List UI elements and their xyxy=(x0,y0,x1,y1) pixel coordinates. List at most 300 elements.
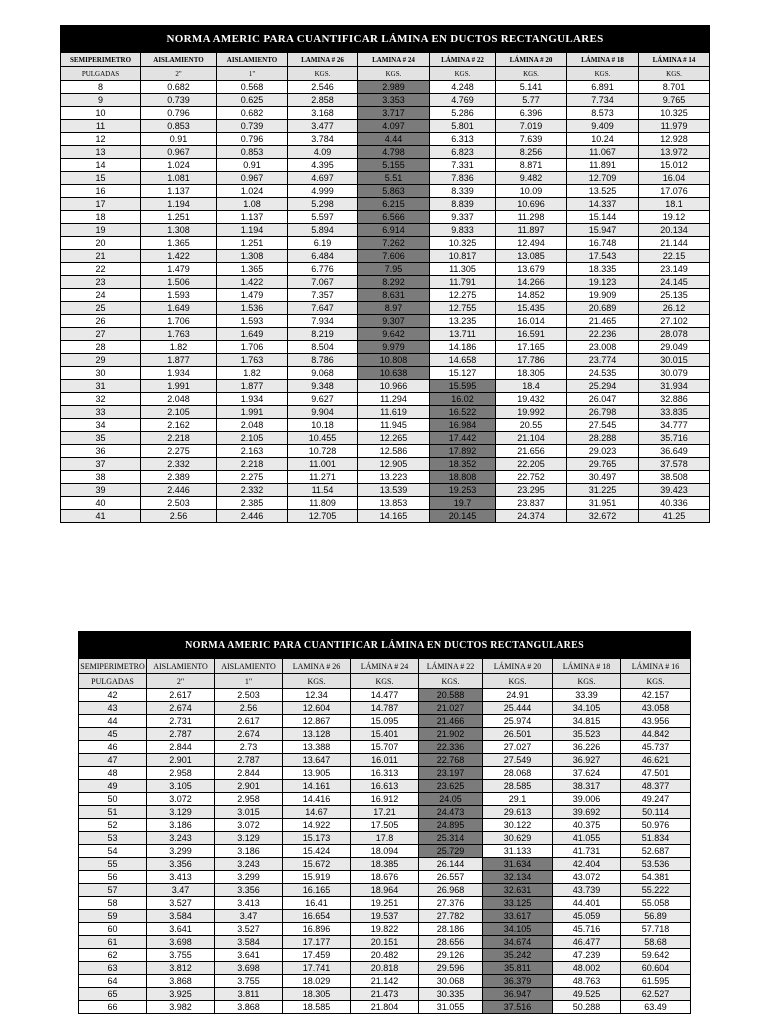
table-cell: 30 xyxy=(61,367,141,380)
table-cell: 16 xyxy=(61,185,141,198)
table-cell: 18.029 xyxy=(283,975,351,988)
table-cell: 10.817 xyxy=(430,250,496,263)
table-cell: 10 xyxy=(61,107,141,120)
table-cell: 32.672 xyxy=(567,510,639,523)
table-cell: 2.385 xyxy=(217,497,288,510)
table-cell: 2.162 xyxy=(141,419,217,432)
table-cell: 1.308 xyxy=(141,224,217,237)
table-cell: 1.365 xyxy=(141,237,217,250)
table-row xyxy=(79,988,691,1001)
table-cell: 32.134 xyxy=(483,871,553,884)
table-cell: 19.12 xyxy=(639,211,710,224)
table-cell: 15 xyxy=(61,172,141,185)
table-cell: 7.357 xyxy=(288,289,358,302)
table-cell: 14.416 xyxy=(283,793,351,806)
table-cell: 10.638 xyxy=(358,367,430,380)
table-cell: 8.292 xyxy=(358,276,430,289)
table-cell: 2.674 xyxy=(147,702,215,715)
table-cell: 31.133 xyxy=(483,845,553,858)
table-cell: 2.73 xyxy=(215,741,283,754)
table-cell: 42.404 xyxy=(553,858,621,871)
table-row xyxy=(79,715,691,728)
table-row xyxy=(79,871,691,884)
column-header: LÁMINA # 24 xyxy=(351,659,419,674)
table-cell: 50.976 xyxy=(621,819,691,832)
table-cell: 43.956 xyxy=(621,715,691,728)
table-cell: 13.711 xyxy=(430,328,496,341)
table-cell: 31.055 xyxy=(419,1001,483,1014)
table-cell: 17.786 xyxy=(496,354,567,367)
table-cell: 21.656 xyxy=(496,445,567,458)
table-cell: 1.479 xyxy=(217,289,288,302)
table-cell: 10.325 xyxy=(430,237,496,250)
table-cell: 0.796 xyxy=(141,107,217,120)
table-cell: 2.446 xyxy=(217,510,288,523)
table-cell: 35.523 xyxy=(553,728,621,741)
units-row xyxy=(61,67,710,81)
table-cell: 1.649 xyxy=(141,302,217,315)
table-cell: 39.692 xyxy=(553,806,621,819)
table-cell: 5.286 xyxy=(430,107,496,120)
table-cell: 7.934 xyxy=(288,315,358,328)
table-cell: 16.613 xyxy=(351,780,419,793)
table-cell: 0.967 xyxy=(141,146,217,159)
table-cell: 11.891 xyxy=(567,159,639,172)
table-cell: 5.894 xyxy=(288,224,358,237)
table-cell: 18.094 xyxy=(351,845,419,858)
table-cell: 6.891 xyxy=(567,81,639,94)
table-cell: 18.335 xyxy=(567,263,639,276)
table-cell: 5.141 xyxy=(496,81,567,94)
column-unit: KGS. xyxy=(430,67,496,81)
table-cell: 3.129 xyxy=(215,832,283,845)
table-cell: 3.982 xyxy=(147,1001,215,1014)
table-cell: 52.687 xyxy=(621,845,691,858)
table-cell: 2.503 xyxy=(215,689,283,702)
table-row xyxy=(61,263,710,276)
table-cell: 1.024 xyxy=(141,159,217,172)
table-cell: 12.705 xyxy=(288,510,358,523)
table-cell: 26.501 xyxy=(483,728,553,741)
table-cell: 3.413 xyxy=(215,897,283,910)
table-cell: 15.435 xyxy=(496,302,567,315)
table-cell: 4.999 xyxy=(288,185,358,198)
table-cell: 49.525 xyxy=(553,988,621,1001)
table-cell: 33 xyxy=(61,406,141,419)
column-header: LÁMINA # 18 xyxy=(553,659,621,674)
table-row xyxy=(61,341,710,354)
table-cell: 8.219 xyxy=(288,328,358,341)
table-row xyxy=(61,367,710,380)
table-cell: 39.423 xyxy=(639,484,710,497)
column-unit: 1" xyxy=(215,674,283,689)
table-cell: 37 xyxy=(61,458,141,471)
table-cell: 59 xyxy=(79,910,147,923)
table-cell: 4.798 xyxy=(358,146,430,159)
table-cell: 8.339 xyxy=(430,185,496,198)
table-cell: 8.97 xyxy=(358,302,430,315)
table-cell: 14.266 xyxy=(496,276,567,289)
table-cell: 0.91 xyxy=(141,133,217,146)
table-cell: 6.215 xyxy=(358,198,430,211)
units-row xyxy=(79,674,691,689)
table-cell: 14.67 xyxy=(283,806,351,819)
table-cell: 31.934 xyxy=(639,380,710,393)
table-cell: 22.768 xyxy=(419,754,483,767)
table-cell: 11.298 xyxy=(496,211,567,224)
table-cell: 28.585 xyxy=(483,780,553,793)
table-cell: 5.51 xyxy=(358,172,430,185)
table-cell: 25.314 xyxy=(419,832,483,845)
table-cell: 14.658 xyxy=(430,354,496,367)
table-cell: 23.774 xyxy=(567,354,639,367)
table-cell: 19.909 xyxy=(567,289,639,302)
table-cell: 7.639 xyxy=(496,133,567,146)
column-header: LAMINA # 24 xyxy=(358,53,430,67)
table-cell: 18 xyxy=(61,211,141,224)
table-row xyxy=(61,120,710,133)
table-cell: 38.508 xyxy=(639,471,710,484)
table-cell: 4.097 xyxy=(358,120,430,133)
table-cell: 13.972 xyxy=(639,146,710,159)
table-cell: 1.479 xyxy=(141,263,217,276)
table-cell: 2.958 xyxy=(215,793,283,806)
table-cell: 50 xyxy=(79,793,147,806)
table-cell: 5.863 xyxy=(358,185,430,198)
table-cell: 35 xyxy=(61,432,141,445)
table-cell: 2.275 xyxy=(141,445,217,458)
table-cell: 12.755 xyxy=(430,302,496,315)
table-cell: 25.444 xyxy=(483,702,553,715)
table-cell: 16.165 xyxy=(283,884,351,897)
table-cell: 1.194 xyxy=(217,224,288,237)
table-cell: 24 xyxy=(61,289,141,302)
table-cell: 31.634 xyxy=(483,858,553,871)
table-row xyxy=(79,962,691,975)
table-row xyxy=(79,975,691,988)
table-cell: 25.729 xyxy=(419,845,483,858)
table-cell: 7.067 xyxy=(288,276,358,289)
table-cell: 63 xyxy=(79,962,147,975)
table-cell: 57 xyxy=(79,884,147,897)
table-cell: 2.332 xyxy=(217,484,288,497)
table-cell: 19.253 xyxy=(430,484,496,497)
table-cell: 1.251 xyxy=(217,237,288,250)
table-cell: 15.672 xyxy=(283,858,351,871)
table-cell: 3.641 xyxy=(215,949,283,962)
table-cell: 20.145 xyxy=(430,510,496,523)
table-cell: 48.002 xyxy=(553,962,621,975)
table-cell: 0.853 xyxy=(217,146,288,159)
table-cell: 34.105 xyxy=(553,702,621,715)
table-cell: 22.752 xyxy=(496,471,567,484)
table-cell: 21 xyxy=(61,250,141,263)
table-cell: 8.573 xyxy=(567,107,639,120)
column-unit: KGS. xyxy=(419,674,483,689)
table-cell: 17.505 xyxy=(351,819,419,832)
table-cell: 13.539 xyxy=(358,484,430,497)
table-cell: 9.307 xyxy=(358,315,430,328)
column-unit: KGS. xyxy=(351,674,419,689)
column-unit: KGS. xyxy=(283,674,351,689)
table-cell: 9.642 xyxy=(358,328,430,341)
table-cell: 47 xyxy=(79,754,147,767)
table-cell: 13.525 xyxy=(567,185,639,198)
table-cell: 8.786 xyxy=(288,354,358,367)
table-cell: 20.689 xyxy=(567,302,639,315)
table-cell: 1.024 xyxy=(217,185,288,198)
table-cell: 40.375 xyxy=(553,819,621,832)
table-cell: 3.755 xyxy=(215,975,283,988)
table-cell: 64 xyxy=(79,975,147,988)
table-cell: 20.482 xyxy=(351,949,419,962)
table-cell: 22.15 xyxy=(639,250,710,263)
table-cell: 3.072 xyxy=(215,819,283,832)
table-cell: 43.072 xyxy=(553,871,621,884)
table-row xyxy=(61,432,710,445)
table-row xyxy=(61,510,710,523)
table-cell: 11.619 xyxy=(358,406,430,419)
table-row xyxy=(79,845,691,858)
table-row xyxy=(79,923,691,936)
table-cell: 3.584 xyxy=(215,936,283,949)
table-cell: 13.647 xyxy=(283,754,351,767)
table-cell: 23.837 xyxy=(496,497,567,510)
table-row xyxy=(61,276,710,289)
table-cell: 52 xyxy=(79,819,147,832)
table-row xyxy=(61,354,710,367)
table-cell: 9.337 xyxy=(430,211,496,224)
table-cell: 11.945 xyxy=(358,419,430,432)
column-unit: 2" xyxy=(147,674,215,689)
table-cell: 27 xyxy=(61,328,141,341)
table-cell: 14.477 xyxy=(351,689,419,702)
table-row xyxy=(79,754,691,767)
table-cell: 2.617 xyxy=(147,689,215,702)
table-cell: 28.288 xyxy=(567,432,639,445)
table-cell: 29.765 xyxy=(567,458,639,471)
table-cell: 1.536 xyxy=(217,302,288,315)
table-cell: 1.991 xyxy=(217,406,288,419)
table-cell: 54.381 xyxy=(621,871,691,884)
table-cell: 7.647 xyxy=(288,302,358,315)
column-unit: 1" xyxy=(217,67,288,81)
table-cell: 5.801 xyxy=(430,120,496,133)
table-cell: 38.317 xyxy=(553,780,621,793)
table-cell: 3.356 xyxy=(147,858,215,871)
table-cell: 21.027 xyxy=(419,702,483,715)
table-cell: 34.777 xyxy=(639,419,710,432)
table-row xyxy=(61,172,710,185)
column-header: LÁMINA # 18 xyxy=(567,53,639,67)
table-cell: 2.546 xyxy=(288,81,358,94)
table-row xyxy=(79,936,691,949)
column-header: SEMIPERIMETRO xyxy=(61,53,141,67)
table-cell: 5.155 xyxy=(358,159,430,172)
table-cell: 10.455 xyxy=(288,432,358,445)
table-cell: 13.085 xyxy=(496,250,567,263)
table-row xyxy=(61,497,710,510)
column-header: SEMIPERIMETRO xyxy=(79,659,147,674)
table-cell: 27.102 xyxy=(639,315,710,328)
table-cell: 50.288 xyxy=(553,1001,621,1014)
table-cell: 22 xyxy=(61,263,141,276)
table-cell: 16.014 xyxy=(496,315,567,328)
table-cell: 7.019 xyxy=(496,120,567,133)
table-row xyxy=(61,484,710,497)
table-cell: 1.422 xyxy=(141,250,217,263)
table-cell: 26.968 xyxy=(419,884,483,897)
table-cell: 16.011 xyxy=(351,754,419,767)
table-row xyxy=(79,806,691,819)
column-header: LÁMINA # 22 xyxy=(430,53,496,67)
table-cell: 2.503 xyxy=(141,497,217,510)
table-row xyxy=(61,224,710,237)
table-cell: 1.08 xyxy=(217,198,288,211)
table-cell: 63.49 xyxy=(621,1001,691,1014)
table-cell: 2.163 xyxy=(217,445,288,458)
table-cell: 31 xyxy=(61,380,141,393)
table-cell: 22.205 xyxy=(496,458,567,471)
table-cell: 27.027 xyxy=(483,741,553,754)
table-cell: 66 xyxy=(79,1001,147,1014)
column-unit: KGS. xyxy=(639,67,710,81)
table-cell: 11.305 xyxy=(430,263,496,276)
table-cell: 11 xyxy=(61,120,141,133)
table-row xyxy=(61,146,710,159)
table-cell: 2.048 xyxy=(217,419,288,432)
table-cell: 26.047 xyxy=(567,393,639,406)
table-cell: 24.05 xyxy=(419,793,483,806)
table-cell: 26.798 xyxy=(567,406,639,419)
table-cell: 3.186 xyxy=(147,819,215,832)
table-cell: 19.7 xyxy=(430,497,496,510)
table-row xyxy=(61,237,710,250)
table-cell: 30.015 xyxy=(639,354,710,367)
table-row xyxy=(79,780,691,793)
table-cell: 12.905 xyxy=(358,458,430,471)
table-cell: 14.186 xyxy=(430,341,496,354)
table-cell: 24.145 xyxy=(639,276,710,289)
column-unit: PULGADAS xyxy=(79,674,147,689)
column-unit: KGS. xyxy=(358,67,430,81)
column-header: LAMINA # 26 xyxy=(283,659,351,674)
table-cell: 9.068 xyxy=(288,367,358,380)
table-cell: 8.871 xyxy=(496,159,567,172)
table-cell: 16.02 xyxy=(430,393,496,406)
table-cell: 11.809 xyxy=(288,497,358,510)
table-cell: 9.904 xyxy=(288,406,358,419)
table-cell: 46.477 xyxy=(553,936,621,949)
column-unit: KGS. xyxy=(496,67,567,81)
table-cell: 6.823 xyxy=(430,146,496,159)
table-cell: 57.718 xyxy=(621,923,691,936)
table-cell: 2.844 xyxy=(147,741,215,754)
table-body xyxy=(79,689,691,1014)
table-cell: 50.114 xyxy=(621,806,691,819)
table-cell: 14.337 xyxy=(567,198,639,211)
table-cell: 10.325 xyxy=(639,107,710,120)
table-cell: 45.737 xyxy=(621,741,691,754)
table-cell: 39 xyxy=(61,484,141,497)
table-cell: 13.905 xyxy=(283,767,351,780)
table-cell: 3.072 xyxy=(147,793,215,806)
table-cell: 3.186 xyxy=(215,845,283,858)
table-cell: 23.149 xyxy=(639,263,710,276)
table-cell: 2.389 xyxy=(141,471,217,484)
table-cell: 21.142 xyxy=(351,975,419,988)
table-row xyxy=(61,302,710,315)
table-cell: 44.401 xyxy=(553,897,621,910)
table-cell: 25.974 xyxy=(483,715,553,728)
table-cell: 16.522 xyxy=(430,406,496,419)
table-cell: 1.706 xyxy=(141,315,217,328)
table-cell: 2.958 xyxy=(147,767,215,780)
table-cell: 45.716 xyxy=(553,923,621,936)
table-cell: 3.527 xyxy=(147,897,215,910)
table-cell: 40 xyxy=(61,497,141,510)
table-cell: 1.593 xyxy=(217,315,288,328)
table-cell: 26.557 xyxy=(419,871,483,884)
table-cell: 49 xyxy=(79,780,147,793)
table-cell: 33.39 xyxy=(553,689,621,702)
table-cell: 3.47 xyxy=(147,884,215,897)
table-cell: 14.787 xyxy=(351,702,419,715)
table-cell: 19.822 xyxy=(351,923,419,936)
table-row xyxy=(79,728,691,741)
table-cell: 18.352 xyxy=(430,458,496,471)
table-cell: 40.336 xyxy=(639,497,710,510)
table-cell: 8.504 xyxy=(288,341,358,354)
table-cell: 0.796 xyxy=(217,133,288,146)
table-cell: 53.536 xyxy=(621,858,691,871)
table-cell: 10.696 xyxy=(496,198,567,211)
table-cell: 12.709 xyxy=(567,172,639,185)
table-row xyxy=(79,702,691,715)
table-cell: 3.868 xyxy=(215,1001,283,1014)
table-cell: 21.902 xyxy=(419,728,483,741)
table-row xyxy=(61,107,710,120)
table-cell: 16.313 xyxy=(351,767,419,780)
table-body xyxy=(61,81,710,523)
table-cell: 2.731 xyxy=(147,715,215,728)
table-cell: 48.763 xyxy=(553,975,621,988)
table-cell: 36 xyxy=(61,445,141,458)
table-cell: 16.654 xyxy=(283,910,351,923)
table-cell: 2.787 xyxy=(215,754,283,767)
table-cell: 4.44 xyxy=(358,133,430,146)
table-cell: 3.015 xyxy=(215,806,283,819)
table-cell: 1.194 xyxy=(141,198,217,211)
table-row xyxy=(61,185,710,198)
table-cell: 9.409 xyxy=(567,120,639,133)
table-cell: 3.243 xyxy=(147,832,215,845)
table-cell: 3.698 xyxy=(147,936,215,949)
table-cell: 3.356 xyxy=(215,884,283,897)
table-cell: 18.808 xyxy=(430,471,496,484)
table-cell: 18.585 xyxy=(283,1001,351,1014)
table-cell: 56 xyxy=(79,871,147,884)
table-cell: 29.126 xyxy=(419,949,483,962)
table-cell: 16.04 xyxy=(639,172,710,185)
table-row xyxy=(61,81,710,94)
column-unit: KGS. xyxy=(621,674,691,689)
table-row xyxy=(61,406,710,419)
table-cell: 14.165 xyxy=(358,510,430,523)
table-cell: 11.271 xyxy=(288,471,358,484)
table-cell: 1.877 xyxy=(217,380,288,393)
table-cell: 20.134 xyxy=(639,224,710,237)
